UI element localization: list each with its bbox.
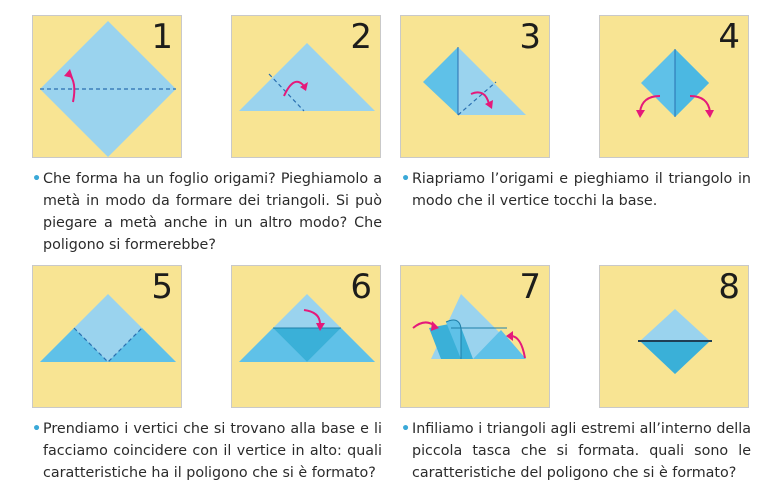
- caption-4: [401, 418, 751, 484]
- caption-3: [32, 418, 382, 484]
- caption-text: Che forma ha un foglio origami? Pieghiamolo a metà in modo da formare dei triangoli. Si può piegare a metà anche in un altro modo? Che poligono si formerebbe?: [43, 171, 382, 253]
- step-panel-7: [400, 265, 550, 408]
- step-number: 4: [718, 17, 740, 57]
- step-number: 6: [350, 267, 372, 307]
- step-number: 3: [519, 17, 541, 57]
- step-number: 1: [151, 17, 173, 57]
- caption-1: [32, 168, 382, 256]
- caption-2: [401, 168, 751, 212]
- caption-text: Prendiamo i vertici che si trovano alla base e li facciamo coincidere con il vertice in alto: quali caratteristiche ha il poligono che si è formato?: [43, 421, 382, 481]
- caption-text: Riapriamo l’origami e pieghiamo il triangolo in modo che il vertice tocchi la base.: [412, 171, 751, 209]
- caption-text: Infiliamo i triangoli agli estremi all’interno della piccola tasca che si formata. quali sono le caratteristiche del poligono che si è formato?: [412, 421, 751, 481]
- step-number: 8: [718, 267, 740, 307]
- step-panel-2: [231, 15, 381, 158]
- step-panel-1: [32, 15, 182, 158]
- bullet-icon: •: [401, 421, 411, 437]
- step-number: 5: [151, 267, 173, 307]
- bullet-icon: •: [401, 171, 411, 187]
- bullet-icon: •: [32, 421, 42, 437]
- step-number: 7: [519, 267, 541, 307]
- step-panel-4: [599, 15, 749, 158]
- step-number: 2: [350, 17, 372, 57]
- step-panel-6: [231, 265, 381, 408]
- bullet-icon: •: [32, 171, 42, 187]
- step-panel-5: [32, 265, 182, 408]
- step-panel-8: [599, 265, 749, 408]
- step-panel-3: [400, 15, 550, 158]
